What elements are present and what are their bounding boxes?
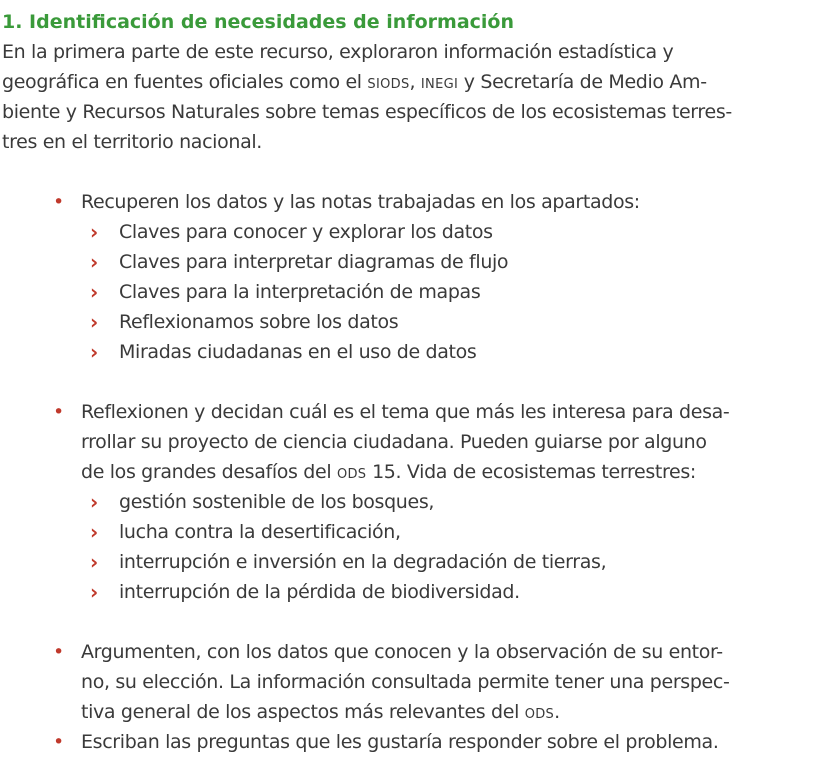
sub-item: Claves para la interpretación de mapas xyxy=(119,281,481,303)
chevron-right-icon: › xyxy=(90,490,99,514)
bullet-text: Reflexionen y decidan cuál es el tema que más les interesa para desa- xyxy=(81,401,730,423)
chevron-right-icon: › xyxy=(90,550,99,574)
intro-text: y Secretaría de Medio Am- xyxy=(458,71,707,93)
bullet-text-part: tiva general de los aspectos más relevantes del xyxy=(81,701,525,723)
intro-line: tres en el territorio nacional. xyxy=(2,131,262,153)
intro-text: , xyxy=(409,71,421,93)
bullet-text xyxy=(81,457,696,490)
bullet-text-part: . xyxy=(554,701,560,723)
ods-acronym: ODS xyxy=(524,707,555,722)
bullet-text: Escriban las preguntas que les gustaría responder sobre el problema. xyxy=(81,731,719,753)
bullet-text-part: de los grandes desafíos del xyxy=(81,461,337,483)
sub-item: Claves para conocer y explorar los datos xyxy=(119,221,493,243)
section-heading: 1. Identificación de necesidades de información xyxy=(2,11,514,33)
chevron-right-icon: › xyxy=(90,220,99,244)
sub-item: interrupción de la pérdida de biodiversidad. xyxy=(119,581,520,603)
bullet-text: rrollar su proyecto de ciencia ciudadana. Pueden guiarse por alguno xyxy=(81,431,707,453)
chevron-right-icon: › xyxy=(90,340,99,364)
sub-item: Reflexionamos sobre los datos xyxy=(119,311,399,333)
siods-acronym: SIODS xyxy=(367,77,410,92)
sub-item: gestión sostenible de los bosques, xyxy=(119,491,435,513)
chevron-right-icon: › xyxy=(90,580,99,604)
sub-item: interrupción e inversión en la degradación de tierras, xyxy=(119,551,607,573)
sub-item: lucha contra la desertificación, xyxy=(119,521,401,543)
intro-text: geográfica en fuentes oficiales como el xyxy=(2,71,368,93)
sub-item: Miradas ciudadanas en el uso de datos xyxy=(119,341,477,363)
bullet-text-part: 15. Vida de ecosistemas terrestres: xyxy=(366,461,696,483)
bullet-text: no, su elección. La información consultada permite tener una perspec- xyxy=(81,671,730,693)
ods-acronym: ODS xyxy=(336,467,367,482)
intro-line: En la primera parte de este recurso, exploraron información estadística y xyxy=(2,41,674,63)
intro-line xyxy=(2,67,707,100)
sub-item: Claves para interpretar diagramas de flujo xyxy=(119,251,509,273)
chevron-right-icon: › xyxy=(90,250,99,274)
bullet-text: Argumenten, con los datos que conocen y la observación de su entor- xyxy=(81,641,723,663)
bullet-icon: • xyxy=(53,401,65,423)
inegi-acronym: INEGI xyxy=(420,77,459,92)
chevron-right-icon: › xyxy=(90,520,99,544)
intro-line: biente y Recursos Naturales sobre temas específicos de los ecosistemas terres- xyxy=(2,101,732,123)
bullet-icon: • xyxy=(53,191,65,213)
chevron-right-icon: › xyxy=(90,280,99,304)
bullet-text: Recuperen los datos y las notas trabajadas en los apartados: xyxy=(81,191,640,213)
bullet-icon: • xyxy=(53,731,65,753)
chevron-right-icon: › xyxy=(90,310,99,334)
bullet-icon: • xyxy=(53,641,65,663)
bullet-text xyxy=(81,697,560,730)
